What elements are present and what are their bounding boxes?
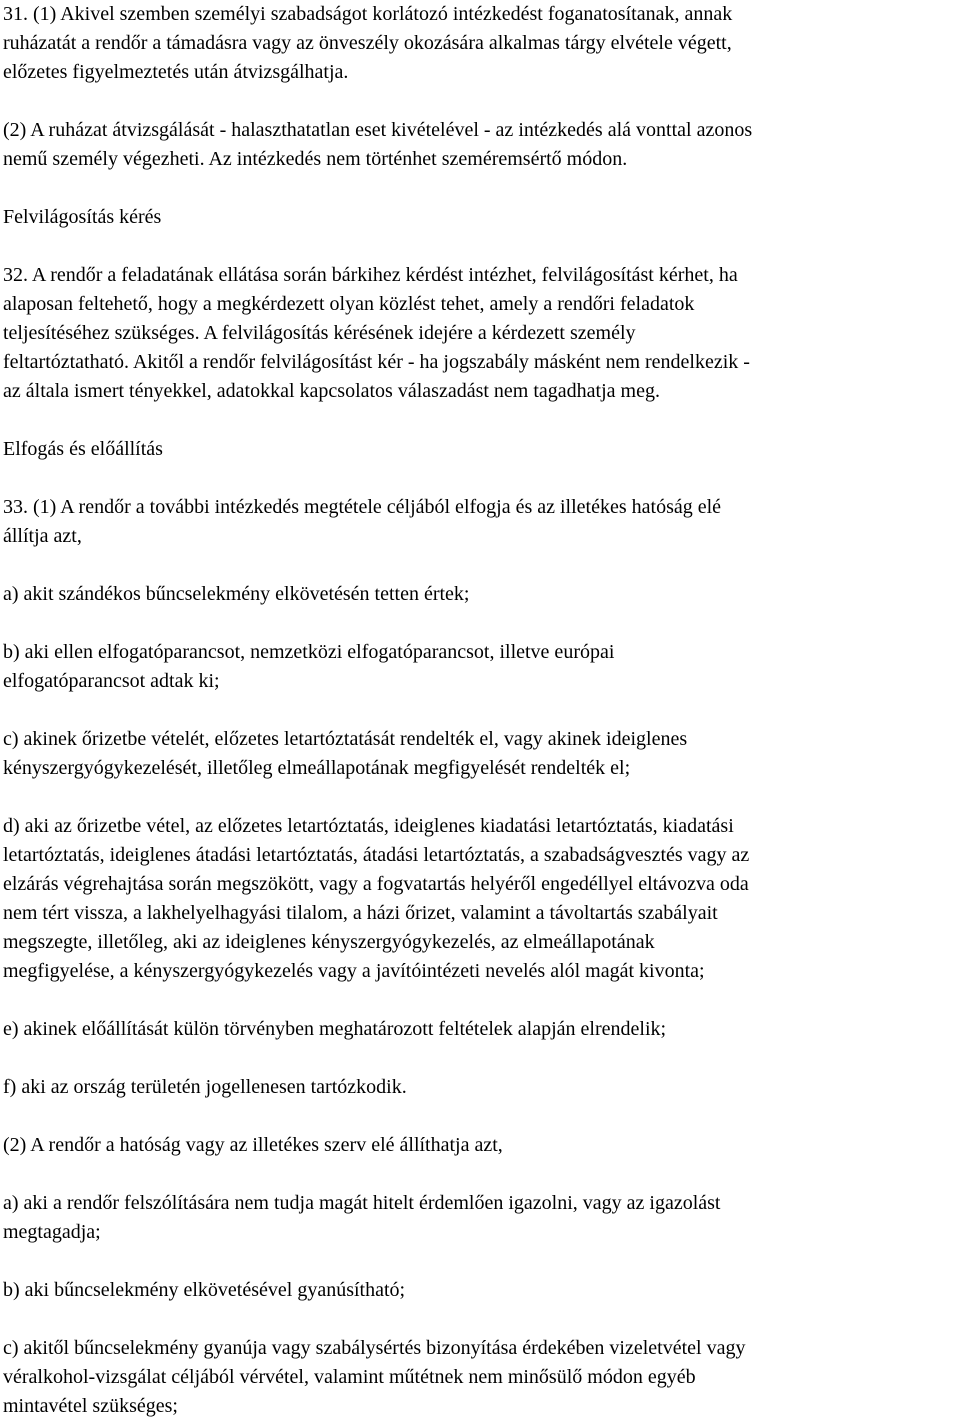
paragraph-32: 32. A rendőr a feladatának ellátása során bárkihez kérdést intézhet, felvilágosítást kérhet, ha alaposan feltehető, hogy a megkérdezett olyan közlést tehet, amely a rendőri feladatok teljesítéséhez szükséges. A felvilágosítás kérésének idejére a kérdezett személy feltartóztatható. Akitől a rendőr felvilágosítást kér - ha jogszabály másként nem rendelkezik - az általa ismert tényekkel, adatokkal kapcsolatos válaszadást nem tagadhatja meg. bbox=[3, 264, 750, 402]
spacer bbox=[3, 464, 960, 493]
section-heading-felvilagositas: Felvilágosítás kérés bbox=[3, 206, 162, 228]
paragraph-31-1: 31. (1) Akivel szemben személyi szabadságot korlátozó intézkedést foganatosítanak, annak ruházatát a rendőr a támadásra vagy az önveszély okozására alkalmas tárgy elvétele végett, előzetes figyelmeztetés után átvizsgálhatja. bbox=[3, 3, 733, 83]
spacer bbox=[3, 1102, 960, 1131]
spacer bbox=[3, 232, 960, 261]
paragraph-33-2-b: b) aki bűncselekmény elkövetésével gyanúsítható; bbox=[3, 1279, 406, 1301]
spacer bbox=[3, 87, 960, 116]
paragraph-33-2-c: c) akitől bűncselekmény gyanúja vagy szabálysértés bizonyítása érdekében vizeletvétel vagy véralkohol-vizsgálat céljából vérvétel, valamint műtétnek nem minősülő módon egyéb mintavétel szükséges; bbox=[3, 1337, 746, 1417]
spacer bbox=[3, 406, 960, 435]
paragraph-33-1-b: b) aki ellen elfogatóparancsot, nemzetközi elfogatóparancsot, illetve európai elfogatóparancsot adtak ki; bbox=[3, 641, 615, 692]
spacer bbox=[3, 1044, 960, 1073]
paragraph-31-2: (2) A ruházat átvizsgálását - halaszthatatlan eset kivételével - az intézkedés alá vonttal azonos nemű személy végezheti. Az intézkedés nem történhet szeméremsértő módon. bbox=[3, 119, 753, 170]
paragraph-33-1: 33. (1) A rendőr a további intézkedés megtétele céljából elfogja és az illetékes hatóság elé állítja azt, bbox=[3, 496, 722, 547]
paragraph-33-1-f: f) aki az ország területén jogellenesen tartózkodik. bbox=[3, 1076, 407, 1098]
paragraph-33-2-a: a) aki a rendőr felszólítására nem tudja magát hitelt érdemlően igazolni, vagy az igazolást megtagadja; bbox=[3, 1192, 721, 1243]
spacer bbox=[3, 986, 960, 1015]
paragraph-33-1-e: e) akinek előállítását külön törvényben meghatározott feltételek alapján elrendelik; bbox=[3, 1018, 667, 1040]
spacer bbox=[3, 174, 960, 203]
paragraph-33-2: (2) A rendőr a hatóság vagy az illetékes szerv elé állíthatja azt, bbox=[3, 1134, 503, 1156]
spacer bbox=[3, 551, 960, 580]
spacer bbox=[3, 1247, 960, 1276]
paragraph-33-1-c: c) akinek őrizetbe vételét, előzetes letartóztatását rendelték el, vagy akinek ideiglenes kényszergyógykezelését, illetőleg elmeállapotának megfigyelését rendelték el; bbox=[3, 728, 688, 779]
paragraph-33-1-d: d) aki az őrizetbe vétel, az előzetes letartóztatás, ideiglenes kiadatási letartóztatás, kiadatási letartóztatás, ideiglenes átadási letartóztatás, átadási letartóztatás, a szabadságvesztés vagy az elzárás végrehajtása során megszökött, vagy a fogvatartás helyéről engedéllyel eltávozva oda nem tért vissza, a lakhelyelhagyási tilalom, a házi őrizet, valamint a távoltartás szabályait megszegte, illetőleg, aki az ideiglenes kényszergyógykezelés, az elmeállapotának megfigyelése, a kényszergyógykezelés vagy a javítóintézeti nevelés alól magát kivonta; bbox=[3, 815, 750, 982]
paragraph-33-1-a: a) akit szándékos bűncselekmény elkövetésén tetten értek; bbox=[3, 583, 470, 605]
spacer bbox=[3, 783, 960, 812]
spacer bbox=[3, 609, 960, 638]
spacer bbox=[3, 1160, 960, 1189]
spacer bbox=[3, 1305, 960, 1334]
section-heading-elfogas: Elfogás és előállítás bbox=[3, 438, 163, 460]
spacer bbox=[3, 696, 960, 725]
